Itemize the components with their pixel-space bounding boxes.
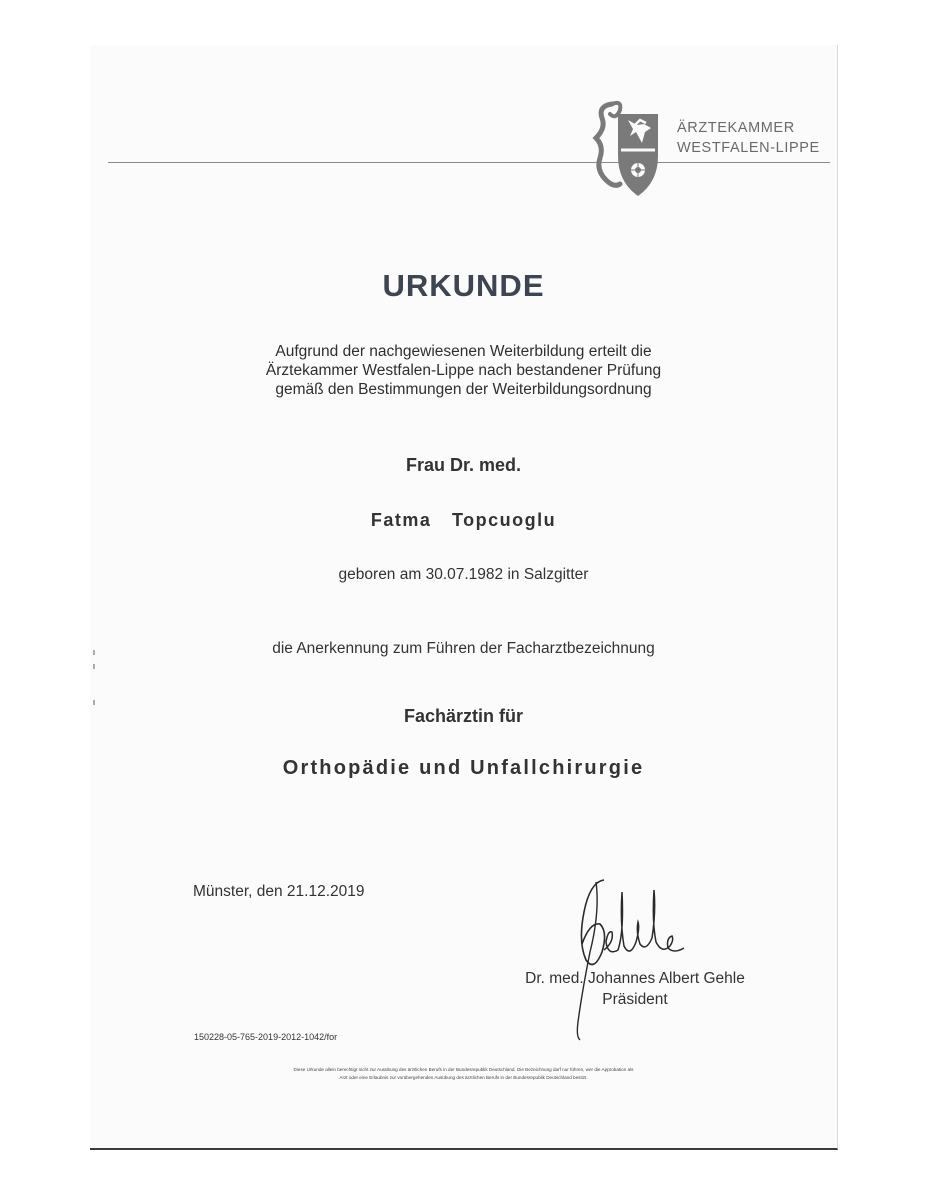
- intro-line: Aufgrund der nachgewiesenen Weiterbildung erteilt die: [275, 343, 652, 360]
- certificate-title: URKUNDE: [382, 268, 545, 303]
- specialty-name: Orthopädie und Unfallchirurgie: [282, 757, 645, 779]
- signer-name: Dr. med. Johannes Albert Gehle: [525, 970, 745, 987]
- organization-line: ÄRZTEKAMMER: [677, 120, 795, 136]
- specialty-title: Fachärztin für: [403, 706, 523, 726]
- disclaimer-line: Diese Urkunde allein berechtigt nicht zur Ausübung des ärztlichen Berufs in der Bundesrepublik Deutschland. Die Bezeichnung darf nur führen, wer die Approbation als: [293, 1067, 634, 1072]
- intro-line: gemäß den Bestimmungen der Weiterbildungsordnung: [275, 381, 652, 398]
- header-rule: [108, 162, 830, 163]
- organization-name: [677, 118, 820, 158]
- intro-text: [0, 342, 927, 399]
- signer-role: Präsident: [602, 991, 668, 1008]
- scan-mark: [93, 664, 95, 669]
- recipient-name: [0, 510, 927, 531]
- place-and-date: Münster, den 21.12.2019: [193, 883, 365, 900]
- intro-line: Ärztekammer Westfalen-Lippe nach bestandener Prüfung: [265, 362, 662, 379]
- reference-number: 150228-05-765-2019-2012-1042/for: [194, 1032, 338, 1042]
- signature-icon: [560, 872, 700, 1042]
- birth-info: geboren am 30.07.1982 in Salzgitter: [338, 566, 589, 583]
- disclaimer-line: Arzt oder eine Erlaubnis zur vorübergehenden Ausübung des ärztlichen Berufs in der Bundesrepublik Deutschland besitzt.: [339, 1075, 588, 1080]
- recipient-last-name: Topcuoglu: [451, 510, 557, 530]
- recognition-text: die Anerkennung zum Führen der Facharztbezeichnung: [272, 640, 655, 657]
- disclaimer: [0, 1066, 927, 1082]
- scan-mark: [93, 700, 95, 705]
- recipient-first-name: Fatma: [370, 510, 432, 530]
- recipient-salutation: Frau Dr. med.: [405, 455, 522, 475]
- signer-block: [0, 968, 927, 1010]
- chamber-logo-icon: [590, 98, 662, 198]
- organization-line: WESTFALEN-LIPPE: [677, 140, 820, 156]
